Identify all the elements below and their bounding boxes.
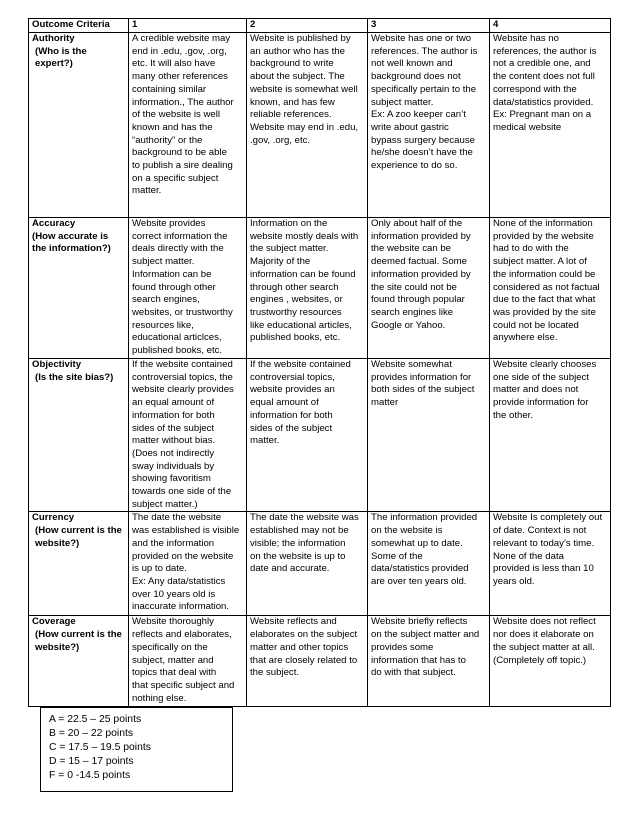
- header-score-3: 3: [368, 19, 490, 33]
- criterion-question: (Who is the expert?): [35, 45, 87, 70]
- score-3-cell: Website briefly reflects on the subject matter and provides some information that has to do with that subject.: [368, 616, 490, 707]
- score-2-cell: Website is published by an author who has the background to write about the subject. The website is somewhat well known, and has few reliable references. Website may end in .edu, .gov, .org, etc.: [247, 33, 368, 218]
- criterion-question: (Is the site bias?): [35, 371, 114, 383]
- score-3-cell: The information provided on the website is somewhat up to date. Some of the data/statistics provided are over ten years old.: [368, 512, 490, 616]
- score-1-cell: A credible website may end in .edu, .gov, .org, etc. It will also have many other references containing similar information., The author of the website is well known and has the “authority” or the background to be able to publish a sire dealing on a specific subject matter.: [129, 33, 247, 218]
- score-1-cell: If the website contained controversial topics, the website clearly provides an equal amount of information for both sides of the subject matter without bias. (Does not indirectly sway individuals by showing favoritism towards one side of the subject matter.): [129, 359, 247, 512]
- criterion-cell: [29, 218, 129, 359]
- criterion-cell: [29, 33, 129, 218]
- header-row: [29, 19, 611, 33]
- row-accuracy: [29, 218, 611, 359]
- score-4-cell: None of the information provided by the website had to do with the subject matter. A lot of the information could be considered as not factual due to the fact that what was provided by the site could not be located anywhere else.: [490, 218, 611, 359]
- grade-c-line: C = 17.5 – 19.5 points: [49, 742, 151, 753]
- score-1-cell: Website provides correct information the deals directly with the subject matter. Information can be found through other search engines, websites, or trustworthy resources like, educational articlces, published books, etc.: [129, 218, 247, 359]
- criterion-cell: [29, 616, 129, 707]
- score-2-cell: Information on the website mostly deals with the subject matter. Majority of the information can be found through other search engines , websites, or trustworthy resources like educational articles, published books, etc.: [247, 218, 368, 359]
- score-3-cell: Website somewhat provides information for both sides of the subject matter: [368, 359, 490, 512]
- header-score-4: 4: [490, 19, 611, 33]
- score-3-cell: Website has one or two references. The author is not well known and background does not specifically pertain to the subject matter. Ex: A zoo keeper can’t write about gastric bypass surgery because he/she doesn’t have the experience to do so.: [368, 33, 490, 218]
- score-4-cell: Website clearly chooses one side of the subject matter and does not provide information for the other.: [490, 359, 611, 512]
- header-score-2: 2: [247, 19, 368, 33]
- score-4-cell: Website has no references, the author is not a credible one, and the content does not full correspond with the data/statistics provided. Ex: Pregnant man on a medical website: [490, 33, 611, 218]
- score-4-cell: Website does not reflect nor does it elaborate on the subject matter at all. (Completely off topic.): [490, 616, 611, 707]
- row-currency: [29, 512, 611, 616]
- row-objectivity: [29, 359, 611, 512]
- criterion-name: Authority: [32, 33, 75, 44]
- score-4-cell: Website Is completely out of date. Context is not relevant to today’s time. None of the data provided is less than 10 years old.: [490, 512, 611, 616]
- score-2-cell: Website reflects and elaborates on the subject matter and other topics that are closely related to the subject.: [247, 616, 368, 707]
- grade-f-line: F = 0 -14.5 points: [49, 770, 131, 781]
- criterion-name: Coverage: [32, 616, 76, 628]
- criterion-question: (How accurate is the information?): [32, 230, 111, 255]
- header-outcome-criteria: Outcome Criteria: [29, 19, 129, 33]
- criterion-name: Objectivity: [32, 359, 82, 370]
- criterion-cell: [29, 359, 129, 512]
- rubric-table: [28, 18, 611, 707]
- score-3-cell: Only about half of the information provided by the website can be deemed factual. Some information provided by the site could not be found through popular search engines like Google or Yahoo.: [368, 218, 490, 359]
- score-2-cell: The date the website was established may not be visible; the information on the website is up to date and accurate.: [247, 512, 368, 616]
- criterion-cell: [29, 512, 129, 616]
- grading-scale-box: [40, 707, 233, 792]
- row-authority: [29, 33, 611, 218]
- score-2-cell: If the website contained controversial topics, website provides an equal amount of information for both sides of the subject matter.: [247, 359, 368, 512]
- row-coverage: [29, 616, 611, 707]
- score-1-cell: The date the website was established is visible and the information provided on the website is up to date. Ex: Any data/statistics over 10 years old is inaccurate information.: [129, 512, 247, 616]
- criterion-question: (How current is the website?): [35, 525, 122, 549]
- header-score-1: 1: [129, 19, 247, 33]
- criterion-name: Currency: [32, 512, 75, 524]
- criterion-name: Accuracy: [32, 218, 76, 229]
- criterion-question: (How current is the website?): [35, 629, 122, 653]
- grade-d-line: D = 15 – 17 points: [49, 756, 134, 767]
- grade-a-line: A = 22.5 – 25 points: [49, 714, 142, 725]
- score-1-cell: Website thoroughly reflects and elaborates, specifically on the subject, matter and topics that deal with that specific subject and nothing else.: [129, 616, 247, 707]
- grade-b-line: B = 20 – 22 points: [49, 728, 134, 739]
